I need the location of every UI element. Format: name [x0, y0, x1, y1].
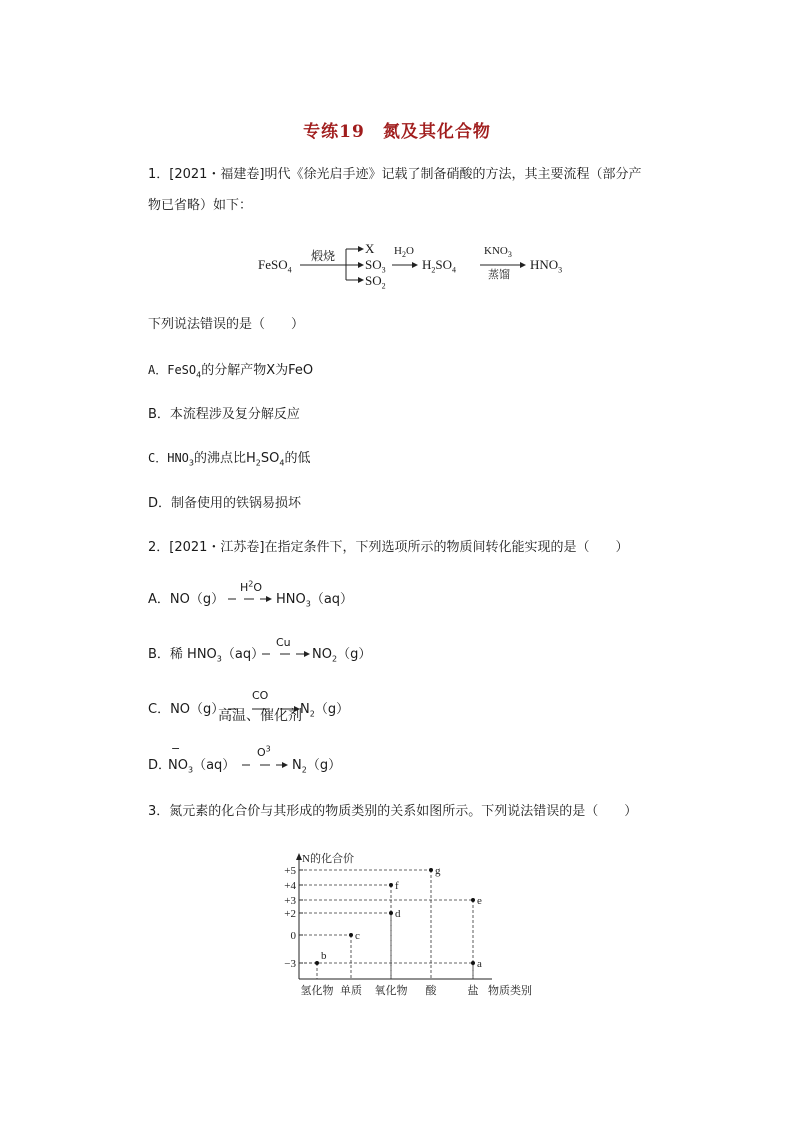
flow-step3-label: $KNO_3$ — [484, 245, 512, 260]
data-point-d — [389, 911, 393, 915]
flow-start: FeSO$_4$ — [258, 257, 292, 275]
y-tick-label: +5 — [284, 865, 296, 877]
q1-question: 下列说法错误的是（ ） — [148, 317, 305, 332]
q2-a-reactant: A．NO（g） — [148, 592, 225, 607]
q2-b-product: $NO_2(g)$ — [312, 647, 372, 664]
q1-option-a: A．FeSO$_4$的分解产物X为FeO — [148, 363, 314, 380]
data-label-e: e — [477, 895, 482, 907]
data-point-c — [349, 933, 353, 937]
data-label-f: f — [395, 880, 399, 892]
data-label-g: g — [435, 865, 441, 877]
y-tick-label: +4 — [284, 880, 296, 892]
q2-d-arrow — [242, 760, 288, 770]
q2-stem: 2．[2021・江苏卷]在指定条件下，下列选项所示的物质间转化能实现的是（ ） — [148, 540, 629, 555]
data-point-b — [315, 961, 319, 965]
data-label-b: b — [321, 950, 327, 962]
q1-option-b: B．本流程涉及复分解反应 — [148, 407, 300, 422]
q2-c-reactant: C．NO（g） — [148, 702, 225, 717]
y-axis-label: N的化合价 — [302, 853, 354, 865]
q2-d-reactant: $NO_3(aq)$ — [168, 758, 236, 775]
page-title: 专练19 氮及其化合物 — [303, 122, 491, 142]
q2-a-arrow — [228, 594, 272, 604]
flow-step2-label: $H_2O$ — [394, 245, 414, 260]
q2-d-ion-charge: − — [171, 742, 181, 755]
flow-step3-label-below: 蒸馏 — [488, 269, 510, 281]
flow-branch-so2: $SO_2$ — [365, 273, 386, 291]
flow-branch-x: X — [365, 241, 375, 256]
q1-option-d: D．制备使用的铁锅易损坏 — [148, 496, 302, 511]
flow-end: $HNO_3$ — [530, 257, 563, 275]
q2-a-product: $HNO_3(aq)$ — [276, 592, 354, 609]
data-label-d: d — [395, 908, 401, 920]
data-point-f — [389, 883, 393, 887]
q2-b-arrow — [262, 649, 310, 659]
q2-b-condition: Cu — [276, 636, 291, 649]
q1-option-c: C．$HNO_3$的沸点比$H_2SO_4$的低 — [148, 451, 311, 468]
q2-c-product: $N_2(g)$ — [300, 702, 350, 719]
q2-d-product: $N_2(g)$ — [292, 758, 342, 775]
flow-branch-so3: $SO_3$ — [365, 257, 386, 275]
x-category-label: 盐 — [467, 985, 479, 997]
q1-stem-line1: 1．[2021・福建卷]明代《徐光启手迹》记载了制备硝酸的方法，其主要流程（部分产 — [148, 167, 642, 182]
flow-step1-label: 煅烧 — [311, 249, 336, 263]
x-category-label: 酸 — [425, 985, 437, 997]
data-label-a: a — [477, 958, 482, 970]
data-point-a — [471, 961, 475, 965]
data-label-c: c — [355, 930, 360, 942]
q2-c-condition-above: CO — [252, 689, 269, 702]
q2-d-condition: $O^3$ — [257, 744, 271, 759]
x-category-label: 氧化物 — [374, 985, 408, 997]
x-category-label: 氢化物 — [300, 985, 334, 997]
data-point-e — [471, 898, 475, 902]
data-point-g — [429, 868, 433, 872]
x-axis-label: 物质类别 — [488, 985, 532, 997]
valence-chart — [270, 840, 570, 1000]
q2-b-reactant: B．稀 $HNO_3(aq)$ — [148, 647, 265, 664]
q2-a-condition: $H^2O$ — [240, 579, 263, 594]
q1-stem-line2: 物已省略）如下： — [148, 198, 253, 213]
y-tick-label: 0 — [290, 930, 296, 942]
flow-mid: $H_2SO_4$ — [422, 257, 457, 275]
q2-d-label: D． — [148, 758, 172, 773]
q2-c-condition-below: 高温、催化剂 — [218, 708, 302, 724]
y-tick-label: −3 — [284, 958, 296, 970]
q3-stem: 3．氮元素的化合价与其形成的物质类别的关系如图所示。下列说法错误的是（ ） — [148, 804, 638, 819]
y-tick-label: +3 — [284, 895, 296, 907]
y-tick-label: +2 — [284, 908, 296, 920]
x-category-label: 单质 — [340, 985, 362, 997]
